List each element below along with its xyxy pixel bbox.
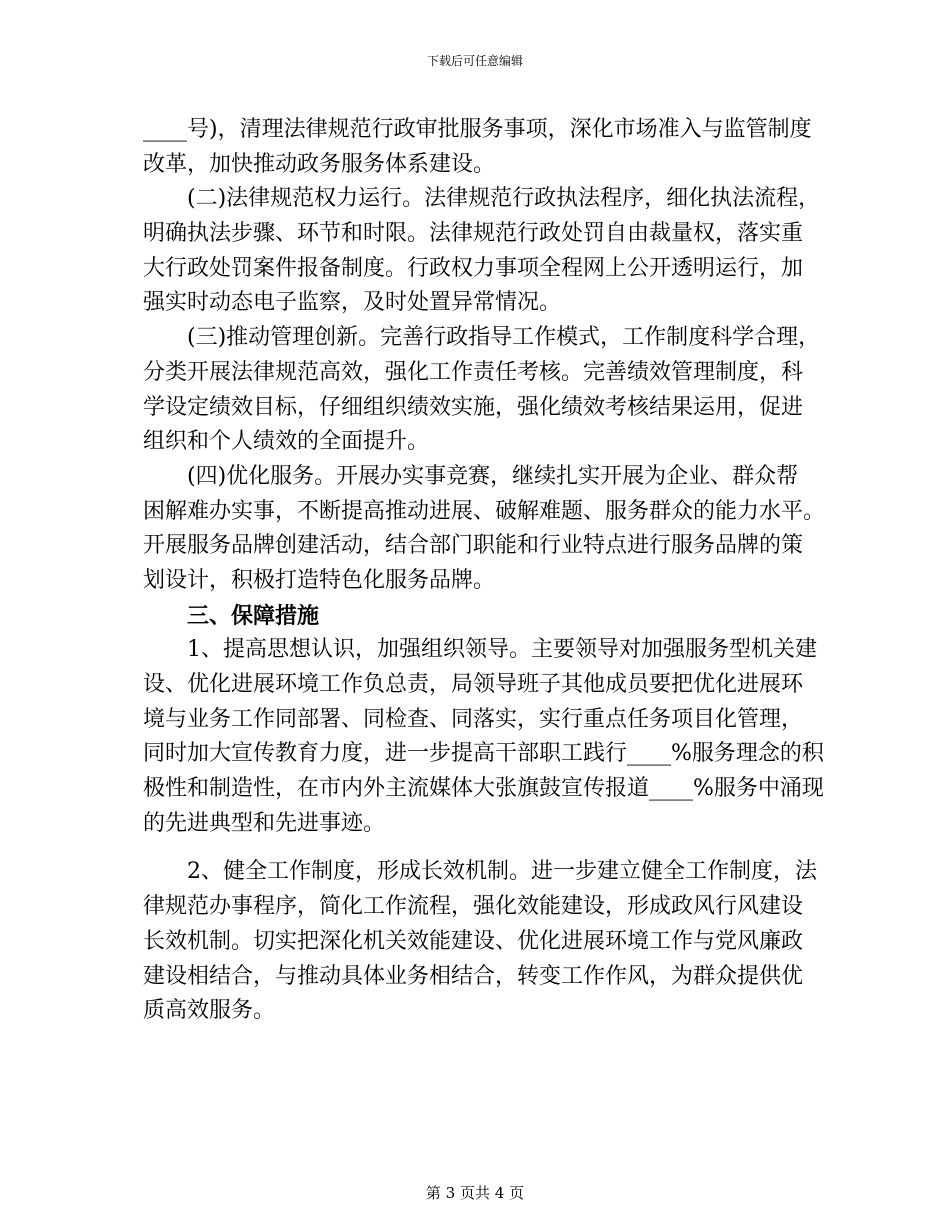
body-line: 困解难办实事，不断提高推动进展、破解难题、服务群众的能力水平。: [143, 498, 826, 524]
body-line: 组织和个人绩效的全面提升。: [143, 429, 430, 455]
body-line: 的先进典型和先进事迹。: [143, 810, 386, 836]
document-body: [143, 113, 826, 1029]
measure-2-first-line: 2、健全工作制度，形成长效机制。进一步建立健全工作制度，法: [187, 859, 817, 885]
body-line: 学设定绩效目标，仔细组织绩效实施，强化绩效考核结果运用，促进: [143, 394, 804, 420]
section-4-first-line: (四)优化服务。开展办实事竞赛，继续扎实开展为企业、群众帮: [187, 463, 799, 489]
page-footer: 第 3 页共 4 页: [425, 1184, 525, 1202]
body-line: 质高效服务。: [143, 998, 276, 1024]
body-line: 极性和制造性，在市内外主流媒体大张旗鼓宣传报道____%服务中涌现: [143, 776, 824, 802]
body-line: 同时加大宣传教育力度，进一步提高干部职工践行____%服务理念的积: [143, 741, 824, 767]
body-line: 改革，加快推动政务服务体系建设。: [143, 151, 496, 177]
body-line: ____号)，清理法律规范行政审批服务事项，深化市场准入与监管制度: [143, 117, 812, 142]
body-line: 划设计，积极打造特色化服务品牌。: [143, 567, 496, 593]
body-line: 建设相结合，与推动具体业务相结合，转变工作作风，为群众提供优: [143, 963, 804, 989]
body-line: 开展服务品牌创建活动，结合部门职能和行业特点进行服务品牌的策: [143, 533, 804, 559]
body-line: 长效机制。切实把深化机关效能建设、优化进展环境工作与党风廉政: [143, 928, 804, 954]
body-line: 分类开展法律规范高效，强化工作责任考核。完善绩效管理制度，科: [143, 359, 804, 385]
body-line: 强实时动态电子监察，及时处置异常情况。: [143, 290, 562, 316]
body-line: 境与业务工作同部署、同检查、同落实，实行重点任务项目化管理，: [143, 706, 804, 732]
body-line: 明确执法步骤、环节和时限。法律规范行政处罚自由裁量权，落实重: [143, 221, 804, 247]
measure-1-first-line: 1、提高思想认识，加强组织领导。主要领导对加强服务型机关建: [187, 637, 817, 663]
body-line: 律规范办事程序，简化工作流程，强化效能建设，形成政风行风建设: [143, 894, 804, 920]
page-header: 下载后可任意编辑: [426, 54, 523, 68]
section-2-first-line: (二)法律规范权力运行。法律规范行政执法程序，细化执法流程，: [187, 186, 821, 212]
body-line: 设、优化进展环境工作负总责，局领导班子其他成员要把优化进展环: [143, 672, 804, 697]
section-heading: 三、保障措施: [187, 602, 320, 629]
section-3-first-line: (三)推动管理创新。完善行政指导工作模式，工作制度科学合理，: [187, 325, 821, 351]
body-line: 大行政处罚案件报备制度。行政权力事项全程网上公开透明运行，加: [143, 255, 804, 281]
